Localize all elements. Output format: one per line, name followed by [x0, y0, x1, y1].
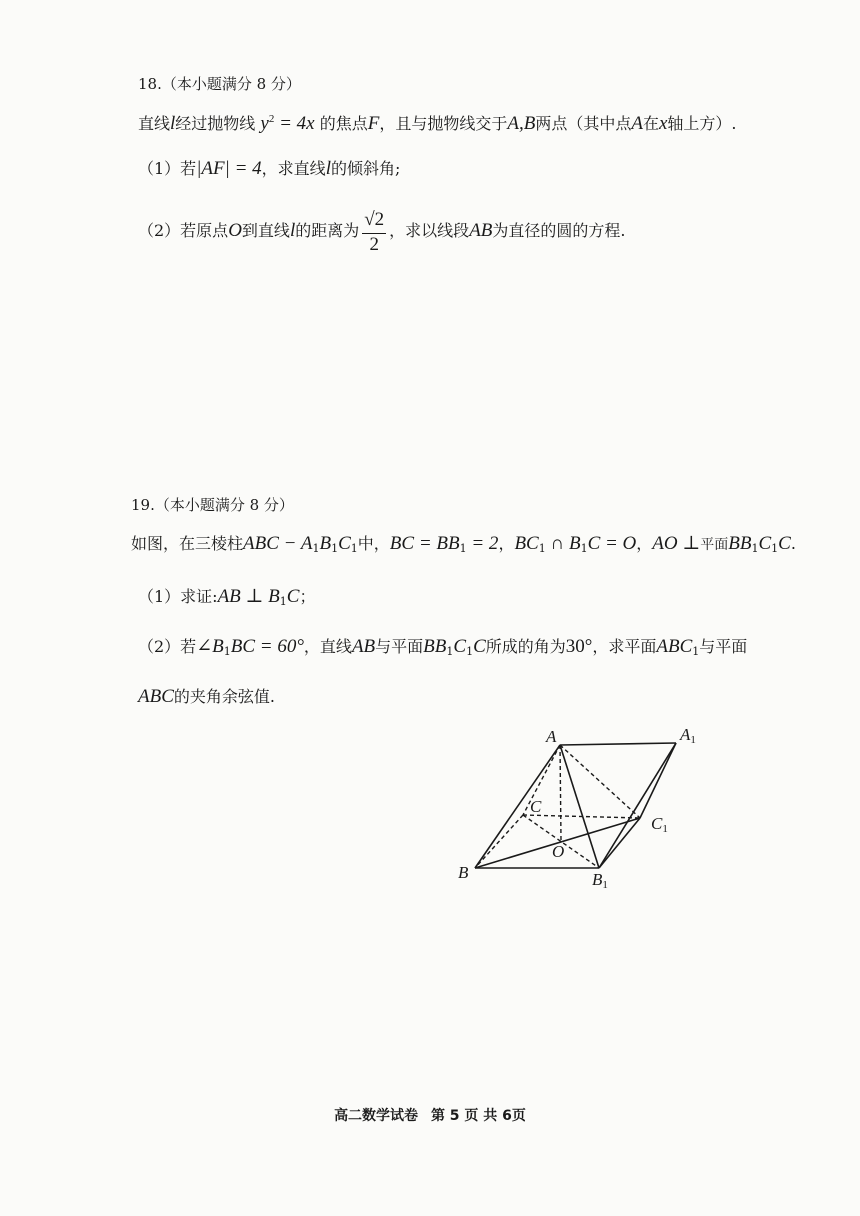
subscript: 1: [350, 542, 358, 555]
edge-b1-c1: [599, 818, 640, 868]
q18-part2-text: 的距离为: [295, 221, 360, 240]
q19-stem-text: 中，: [357, 534, 390, 553]
q18-eq-rest: = 4x: [274, 113, 315, 134]
label-c: C: [530, 797, 542, 816]
q19-part2-text: 与平面: [375, 637, 424, 656]
label-c1-letter: C: [651, 814, 663, 833]
q19-stem-text: ，: [498, 534, 515, 553]
subscript: 1: [580, 542, 588, 555]
q19-eq-intersection: ∩ B: [545, 533, 581, 554]
subscript: 1: [771, 542, 779, 555]
q19-plane-name: BB: [423, 636, 447, 657]
q18-part1-text: 的倾斜角;: [330, 159, 401, 178]
q19-prism-name: ABC − A: [243, 533, 313, 554]
q19-angle-value: 30°: [565, 636, 593, 657]
q18-eq-y: y: [260, 113, 269, 134]
q19-line-ab: AB: [351, 636, 376, 657]
q19-part2-text: 的夹角余弦值.: [173, 687, 275, 706]
q19-prism-name: C: [338, 533, 351, 554]
subscript: 1: [751, 542, 759, 555]
q19-angle: BC = 60°: [230, 636, 304, 657]
edge-a-b1: [560, 745, 599, 868]
q18-part1-line-l: l: [325, 158, 331, 179]
q18-x-axis: x: [658, 113, 668, 134]
q19-plane-abc: ABC: [138, 686, 174, 707]
q19-plane-name: C: [758, 533, 772, 554]
subscript: 1: [279, 595, 287, 608]
q18-eq-exp: 2: [268, 113, 275, 125]
footer-page-number: 第 5 页 共 6页: [430, 1108, 526, 1124]
q18-part1-prefix: （1）若: [138, 159, 197, 178]
q18-stem-text: 的焦点: [319, 114, 368, 133]
q19-eq-bc: = 2: [466, 533, 499, 554]
q19-plane-name: C: [453, 636, 467, 657]
q19-plane-name: C: [473, 636, 486, 657]
subscript: 1: [312, 542, 320, 555]
q19-part1-eq: C: [286, 586, 300, 607]
q19-part2-text: 与平面: [699, 637, 748, 656]
label-b: B: [458, 863, 469, 882]
edge-a1-b1: [599, 743, 676, 868]
edge-a1-c1: [640, 743, 676, 818]
q19-part1-eq: AB ⊥ B: [217, 586, 280, 607]
footer-title: 高二数学试卷: [334, 1108, 419, 1124]
q18-stem-text: 两点（其中点: [535, 114, 632, 133]
q19-part2-text: ，直线: [303, 637, 352, 656]
label-b1-sub: 1: [602, 879, 608, 891]
q18-part1-condition: |AF| = 4: [196, 158, 262, 179]
subscript: 1: [446, 645, 454, 658]
q19-plane-abc1: ABC: [656, 636, 693, 657]
label-a1: [679, 725, 696, 746]
q18-heading-text: 18.（本小题满分 8 分）: [138, 75, 301, 93]
edge-a-b: [475, 745, 560, 868]
q19-stem-text: .: [790, 534, 796, 553]
q18-line-l: l: [170, 113, 176, 134]
label-c1: [651, 814, 668, 835]
q19-part1-suffix: ；: [299, 587, 316, 606]
q18-stem-text: 直线: [138, 114, 171, 133]
q19-eq-perpendicular: AO ⊥: [652, 533, 701, 554]
subscript: 1: [459, 542, 467, 555]
subscript: 1: [538, 542, 546, 555]
q18-stem-text: 轴上方）.: [667, 114, 737, 133]
q18-stem-text: 在: [642, 114, 659, 133]
subscript: 1: [331, 542, 339, 555]
q19-part1-prefix: （1）求证:: [138, 587, 218, 606]
q18-part1-text: ，求直线: [261, 159, 326, 178]
q18-part2-prefix: （2）若原点: [138, 221, 229, 240]
q19-part2-text: ，求平面: [592, 637, 657, 656]
q18-origin-o: O: [228, 220, 242, 241]
q18-part2-text: 为直径的圆的方程.: [492, 221, 626, 240]
q18-segment-ab: AB: [469, 220, 493, 241]
q19-angle: ∠B: [196, 636, 224, 657]
q18-stem-text: ，且与抛物线交于: [379, 114, 508, 133]
q18-fraction-numerator: √2: [362, 208, 386, 234]
label-b1-letter: B: [592, 870, 603, 889]
q18-point-f: F: [367, 113, 380, 134]
subscript: 1: [223, 645, 231, 658]
q18-fraction-denominator: 2: [369, 233, 379, 255]
q18-point-a: A: [631, 113, 643, 134]
q19-part2-prefix: （2）若: [138, 637, 197, 656]
q18-part2-line-l: l: [289, 220, 296, 241]
q19-eq-bc: BC = BB: [389, 533, 460, 554]
q19-part2-text: 所成的角为: [485, 637, 566, 656]
q18-stem-text: 经过抛物线: [175, 114, 256, 133]
q19-stem-text: 平面: [700, 537, 729, 553]
q19-plane-name: BB: [728, 533, 752, 554]
q18-part2-text: 到直线: [241, 221, 290, 240]
label-o: O: [552, 842, 565, 861]
q19-stem-text: ，: [636, 534, 653, 553]
q19-stem-text: 如图，在三棱柱: [131, 534, 244, 553]
label-b1: [592, 870, 608, 891]
edge-a-a1: [560, 743, 676, 745]
subscript: 1: [692, 645, 700, 658]
label-a: A: [546, 727, 557, 746]
q19-eq-intersection: BC: [514, 533, 539, 554]
edge-a-c-hidden: [523, 745, 560, 815]
q18-points-ab: A,B: [507, 113, 536, 134]
segment-a-o-hidden: [560, 745, 561, 840]
q19-plane-name: C: [778, 533, 791, 554]
page-footer: [0, 1105, 860, 1125]
q19-heading-text: 19.（本小题满分 8 分）: [131, 496, 294, 514]
q19-eq-intersection: C = O: [587, 533, 637, 554]
label-a1-sub: 1: [690, 734, 696, 746]
q19-prism-name: B: [319, 533, 332, 554]
q18-part2-text: ，求以线段: [389, 221, 470, 240]
label-c1-sub: 1: [662, 823, 668, 835]
subscript: 1: [466, 645, 474, 658]
label-a1-letter: A: [680, 725, 691, 744]
